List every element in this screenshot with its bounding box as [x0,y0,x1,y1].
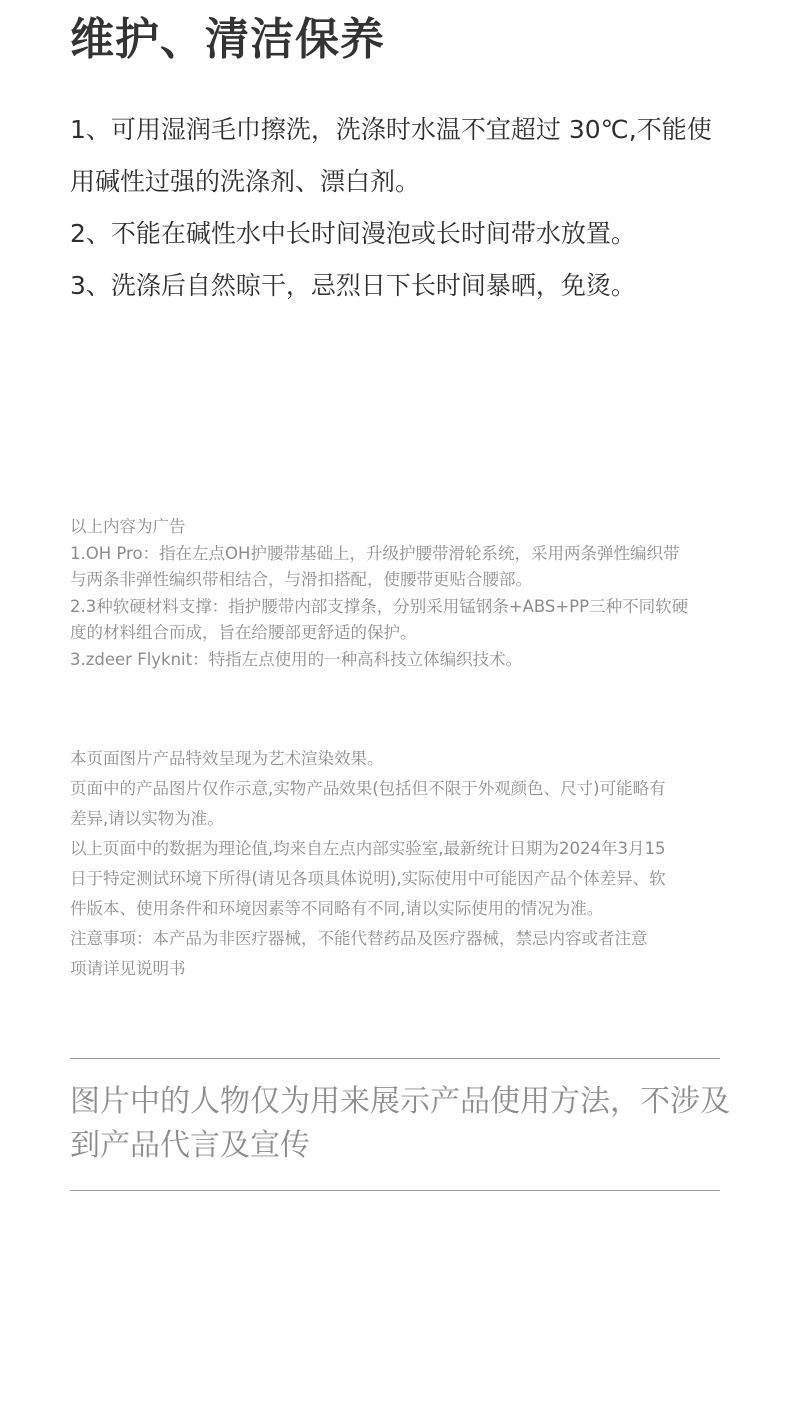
ad-notes-heading: 以上内容为广告 [70,517,186,536]
disclaimer-line: 差异,请以实物为准。 [70,809,224,828]
care-instruction-line: 3、洗涤后自然晾干，忌烈日下长时间暴晒，免烫。 [70,271,636,300]
care-instructions-list [70,104,740,312]
care-instruction-line: 用碱性过强的洗涤剂、漂白剂。 [70,167,421,196]
disclaimer-line: 注意事项：本产品为非医疗器械，不能代替药品及医疗器械，禁忌内容或者注意 [70,929,648,948]
page-disclaimer [70,744,730,984]
care-instruction-line: 2、不能在碱性水中长时间漫泡或长时间带水放置。 [70,219,636,248]
care-instruction-line: 1、可用湿润毛巾擦洗，洗涤时水温不宜超过 30℃,不能使 [70,115,712,144]
ad-note-line: 1.OH Pro：指在左点OH护腰带基础上，升级护腰带滑轮系统，采用两条弹性编织带 [70,543,680,563]
care-section-title: 维护、清洁保养 [70,14,385,65]
disclaimer-line: 日于特定测试环境下所得(请见各项具体说明),实际使用中可能因产品个体差异、软 [70,869,666,888]
disclaimer-line: 以上页面中的数据为理论值,均来自左点内部实验室,最新统计日期为2024年3月15 [70,839,666,858]
model-usage-note: 图片中的人物仅为用来展示产品使用方法，不涉及到产品代言及宣传 [70,1084,730,1163]
disclaimer-line: 页面中的产品图片仅作示意,实物产品效果(包括但不限于外观颜色、尺寸)可能略有 [70,779,666,798]
ad-note-line: 2.3种软硬材料支撑：指护腰带内部支撑条，分别采用锰钢条+ABS+PP三种不同软硬 [70,596,689,616]
ad-note-line: 度的材料组合而成，旨在给腰部更舒适的保护。 [70,623,417,642]
disclaimer-line: 本页面图片产品特效呈现为艺术渲染效果。 [70,749,384,768]
ad-note-line: 与两条非弹性编织带相结合，与滑扣搭配，使腰带更贴合腰部。 [70,570,532,589]
advertisement-notes [70,514,735,673]
divider-bottom [70,1190,720,1191]
ad-note-line: 3.zdeer Flyknit：特指左点使用的一种高科技立体编织技术。 [70,649,523,669]
disclaimer-line: 件版本、使用条件和环境因素等不同略有不同,请以实际使用的情况为准。 [70,899,604,918]
disclaimer-line: 项请详见说明书 [70,959,186,978]
divider-top [70,1058,720,1059]
